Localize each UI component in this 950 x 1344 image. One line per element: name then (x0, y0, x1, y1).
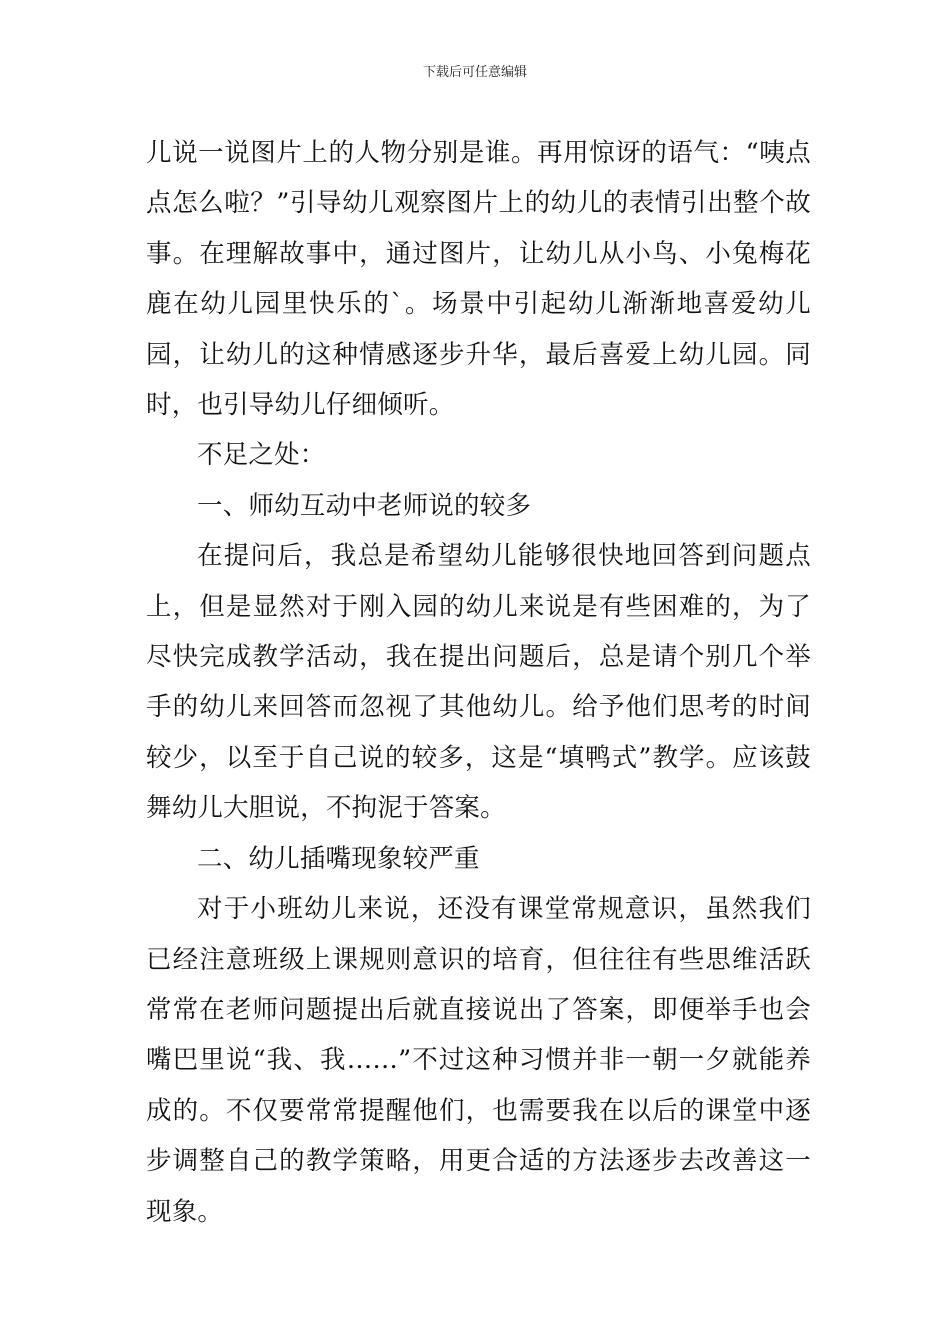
paragraph-interruptions: 对于小班幼儿来说，还没有课堂常规意识，虽然我们已经注意班级上课规则意识的培育，但往往有些思维活跃常常在老师问题提出后就直接说出了答案，即便举手也会嘴巴里说“我、我……”不过这种习惯并非一朝一夕就能养成的。不仅要常常提醒他们，也需要我在以后的课堂中逐步调整自己的教学策略，用更合适的方法逐步去改善这一现象。 (146, 894, 811, 1227)
page-header: 下载后可任意编辑 (422, 65, 527, 80)
document-body (146, 128, 811, 1237)
heading-shortcomings: 不足之处： (197, 440, 326, 471)
paragraph-teacher-talk: 在提问后，我总是希望幼儿能够很快地回答到问题点上，但是显然对于刚入园的幼儿来说是有些困难的，为了尽快完成教学活动，我在提出问题后，总是请个别几个举手的幼儿来回答而忽视了其他幼儿。给予他们思考的时间较少，以至于自己说的较多，这是“填鸭式”教学。应该鼓舞幼儿大胆说，不拘泥于答案。 (146, 541, 811, 824)
subheading-teacher-talk: 一、师幼互动中老师说的较多 (197, 490, 532, 521)
subheading-interruptions: 二、幼儿插嘴现象较严重 (197, 843, 480, 874)
paragraph-continuation: 儿说一说图片上的人物分别是谁。再用惊讶的语气：“咦点点怎么啦？”引导幼儿观察图片上的幼儿的表情引出整个故事。在理解故事中，通过图片，让幼儿从小鸟、小兔梅花鹿在幼儿园里快乐的`。场景中引起幼儿渐渐地喜爱幼儿园，让幼儿的这种情感逐步升华，最后喜爱上幼儿园。同时，也引导幼儿仔细倾听。 (146, 138, 811, 421)
